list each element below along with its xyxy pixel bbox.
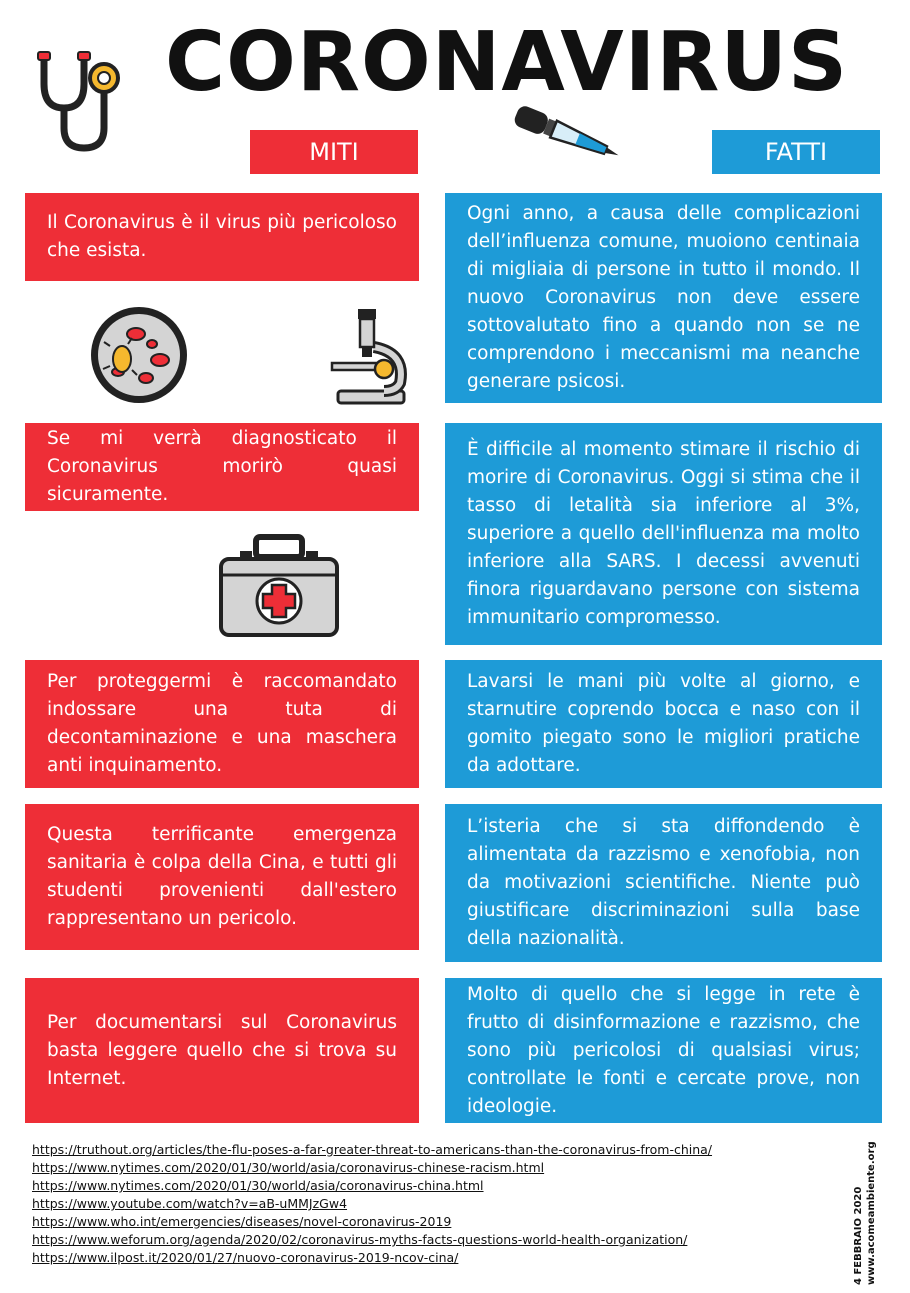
myth-box [25, 804, 419, 950]
microscope-icon [328, 307, 414, 407]
myths-header: MITI [250, 130, 418, 174]
source-link[interactable]: https://www.who.int/emergencies/diseases/novel-coronavirus-2019 [32, 1214, 452, 1229]
website-credit: www.acomeambiente.org [866, 1141, 877, 1285]
myth-text: Il Coronavirus è il virus più pericoloso che esista. [47, 212, 397, 261]
stethoscope-icon [32, 46, 137, 156]
petri-dish-icon [88, 304, 190, 406]
fact-text: Molto di quello che si legge in rete è frutto di disinformazione e razzismo, che sono più pericolosi di qualsiasi virus; controllate le fonti e cercate prove, non ideologie. [467, 983, 860, 1117]
publication-date: 4 FEBBRAIO 2020 [853, 1186, 864, 1285]
fact-box [445, 193, 882, 403]
fact-text: L’isteria che si sta diffondendo è alimentata da razzismo e xenofobia, non da motivazioni scientifiche. Niente può giustificare discriminazioni sulla base della nazionalità. [467, 816, 860, 949]
source-link[interactable]: https://www.youtube.com/watch?v=aB-uMMJzGw4 [32, 1196, 348, 1211]
fact-text: Lavarsi le mani più volte al giorno, e starnutire coprendo bocca e naso con il gomito piegato sono le migliori pratiche da adottare. [467, 671, 860, 776]
myth-box [25, 978, 419, 1123]
side-credits [852, 1141, 878, 1285]
dropper-icon [508, 106, 628, 166]
source-link[interactable]: https://www.nytimes.com/2020/01/30/world/asia/coronavirus-chinese-racism.html [32, 1160, 545, 1175]
fact-box [445, 978, 882, 1123]
source-link[interactable]: https://www.ilpost.it/2020/01/27/nuovo-coronavirus-2019-ncov-cina/ [32, 1250, 459, 1265]
source-link[interactable]: https://truthout.org/articles/the-flu-poses-a-far-greater-threat-to-americans-than-the-coronavirus-from-china/ [32, 1142, 713, 1157]
source-link[interactable]: https://www.weforum.org/agenda/2020/02/coronavirus-myths-facts-questions-world-health-organization/ [32, 1232, 688, 1247]
myth-text: Per documentarsi sul Coronavirus basta leggere quello che si trova su Internet. [47, 1011, 397, 1089]
myth-box [25, 193, 419, 281]
source-link[interactable]: https://www.nytimes.com/2020/01/30/world/asia/coronavirus-china.html [32, 1178, 484, 1193]
facts-header: FATTI [712, 130, 880, 174]
myth-text: Se mi verrà diagnosticato il Coronavirus morirò quasi sicuramente. [47, 428, 397, 505]
myth-text: Questa terrificante emergenza sanitaria è colpa della Cina, e tutti gli studenti provenienti dall'estero rappresentano un pericolo. [47, 824, 397, 929]
sources-list [32, 1141, 712, 1267]
myth-text: Per proteggermi è raccomandato indossare una tuta di decontaminazione e una maschera anti inquinamento. [47, 671, 397, 776]
fact-box [445, 423, 882, 645]
myth-box [25, 660, 419, 788]
fact-text: Ogni anno, a causa delle complicazioni dell’influenza comune, muoiono centinaia di migliaia di persone in tutto il mondo. Il nuovo Coronavirus non deve essere sottovalutato fino a quando non se ne comprendono i meccanismi ma neanche generare psicosi. [467, 203, 860, 392]
myth-box [25, 423, 419, 511]
fact-box [445, 660, 882, 788]
page-title: CORONAVIRUS [165, 15, 849, 110]
fact-text: È difficile al momento stimare il rischio di morire di Coronavirus. Oggi si stima che il tasso di letalità sia inferiore al 3%, superiore a quello dell'influenza ma molto inferiore alla SARS. I decessi avvenuti finora riguardavano persone con sistema immunitario compromesso. [467, 439, 860, 628]
first-aid-kit-icon [218, 533, 340, 639]
fact-box [445, 804, 882, 962]
